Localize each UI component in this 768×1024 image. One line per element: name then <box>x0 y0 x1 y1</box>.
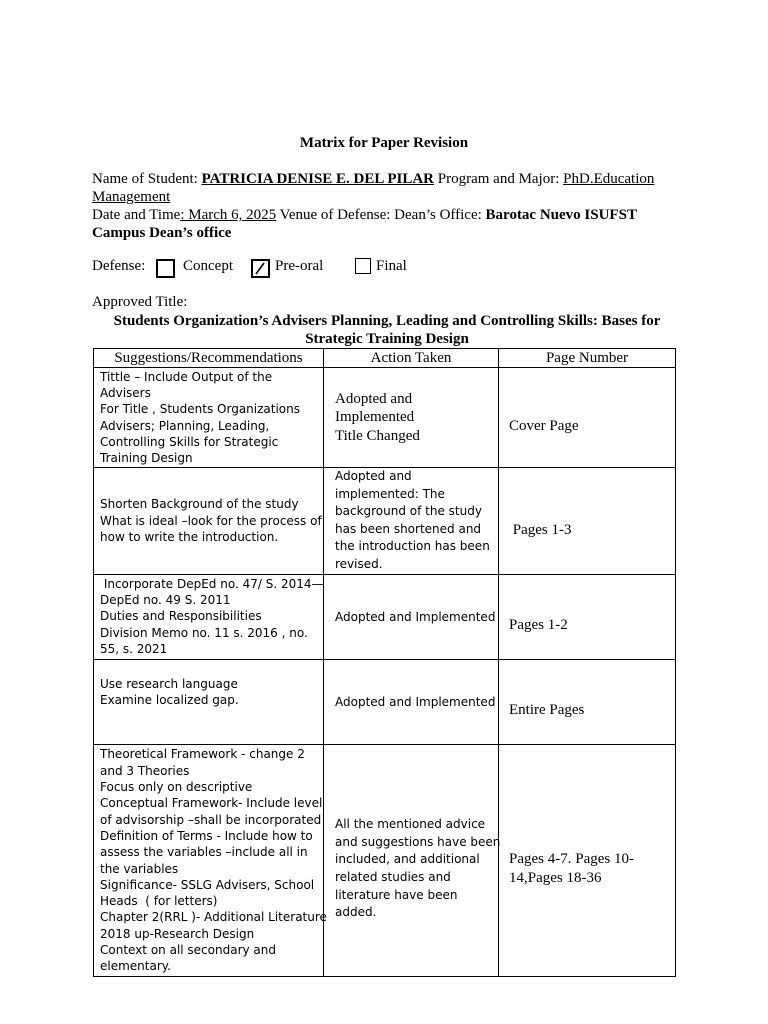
suggestion-line: Controlling Skills for Strategic <box>100 434 279 449</box>
header-page-number: Page Number <box>499 349 676 368</box>
venue-value: Barotac Nuevo ISUFST <box>485 207 637 223</box>
suggestion-line: DepEd no. 49 S. 2011 <box>100 593 231 608</box>
student-label: Name of Student: <box>92 171 202 187</box>
page-cell: Cover Page <box>499 368 676 468</box>
suggestion-line: Shorten Background of the study <box>100 497 299 512</box>
program-value-cont: Management <box>92 189 171 205</box>
action-line: and suggestions have been <box>335 834 501 849</box>
action-cell <box>324 744 499 976</box>
approved-title-line-2: Strategic Training Design <box>305 331 469 347</box>
suggestion-line: 55, s. 2021 <box>100 642 168 656</box>
suggestion-line: Use research language <box>100 676 238 691</box>
document-title: Matrix for Paper Revision <box>299 135 469 151</box>
page-cell <box>499 744 676 976</box>
suggestion-line: Division Memo no. 11 s. 2016 , no. <box>100 625 308 640</box>
suggestion-line: Chapter 2(RRL )- Additional Literature <box>100 910 327 925</box>
suggestion-line: Heads ( for letters) <box>100 894 218 909</box>
table-row <box>94 659 676 744</box>
action-line: added. <box>335 905 377 920</box>
table-row <box>94 468 676 575</box>
action-line: Adopted and <box>335 390 413 407</box>
date-venue-line <box>92 206 682 224</box>
suggestion-line: 2018 up-Research Design <box>100 926 255 941</box>
approved-title <box>92 312 682 348</box>
table-row <box>94 574 676 659</box>
suggestion-line: For Title , Students Organizations <box>100 402 300 417</box>
suggestion-line: Conceptual Framework- Include level <box>100 796 323 811</box>
action-cell <box>324 574 499 659</box>
suggestion-line: of advisorship –shall be incorporated <box>100 812 322 827</box>
suggestion-line: Definition of Terms - Include how to <box>100 828 313 843</box>
action-line: Adopted and Implemented <box>335 694 496 709</box>
suggestion-line: the variables <box>100 861 179 876</box>
check-mark-icon <box>253 261 268 276</box>
date-value: : March 6, 2025 <box>180 207 277 223</box>
page-cell: Pages 1-2 <box>499 574 676 659</box>
action-line: the introduction has been <box>335 539 490 554</box>
student-name: PATRICIA DENISE E. DEL PILAR <box>201 171 434 187</box>
action-line: has been shortened and <box>335 521 482 536</box>
action-line: Adopted and <box>335 469 412 483</box>
suggestion-line: Context on all secondary and <box>100 943 276 958</box>
action-line: Implemented <box>335 409 415 426</box>
table-row <box>94 368 676 468</box>
suggestion-line: Focus only on descriptive <box>100 780 253 795</box>
action-line: related studies and <box>335 870 451 885</box>
defense-type-row <box>92 258 692 280</box>
suggestion-line: Significance- SSLG Advisers, School <box>100 877 315 892</box>
revision-matrix-table <box>93 348 676 977</box>
approved-title-line-1: Students Organization’s Advisers Planning, Leading and Controlling Skills: Bases for <box>113 313 661 329</box>
table-header-row <box>94 349 676 368</box>
suggestion-cell <box>94 468 324 575</box>
defense-label: Defense: <box>92 258 146 274</box>
action-line: Adopted and Implemented <box>335 609 496 624</box>
final-label: Final <box>376 258 407 274</box>
pre-oral-checkbox[interactable] <box>251 259 270 278</box>
suggestion-line: Examine localized gap. <box>100 692 239 707</box>
program-line-2 <box>92 188 682 206</box>
header-action-taken: Action Taken <box>324 349 499 368</box>
suggestion-line: elementary. <box>100 959 171 974</box>
date-label: Date and Time <box>92 207 181 223</box>
suggestion-line: Training Design <box>100 451 193 466</box>
action-line: literature have been <box>335 887 458 902</box>
concept-checkbox[interactable] <box>156 259 175 278</box>
action-cell <box>324 368 499 468</box>
suggestion-line: and 3 Theories <box>100 763 190 778</box>
venue-line-2: Campus Dean’s office <box>92 225 232 241</box>
venue-label: Venue of Defense: Dean’s Office: <box>276 207 486 223</box>
program-value: PhD.Education <box>563 171 655 187</box>
suggestion-cell <box>94 574 324 659</box>
action-cell <box>324 659 499 744</box>
action-line: included, and additional <box>335 852 480 867</box>
page-line: 14,Pages 18-36 <box>509 869 602 886</box>
action-line: Title Changed <box>335 427 420 444</box>
suggestion-line: Tittle – Include Output of the <box>100 369 273 384</box>
page-cell: Pages 1-3 <box>499 468 676 575</box>
suggestion-cell <box>94 368 324 468</box>
suggestion-cell <box>94 659 324 744</box>
header-suggestions: Suggestions/Recommendations <box>94 349 324 368</box>
suggestion-line: Advisers; Planning, Leading, <box>100 418 270 433</box>
suggestion-line: assess the variables –include all in <box>100 845 308 860</box>
suggestion-cell <box>94 744 327 976</box>
student-line <box>92 170 682 188</box>
page-line: Pages 4-7. Pages 10- <box>509 851 634 868</box>
suggestion-line: Theoretical Framework - change 2 <box>100 747 305 762</box>
page-cell: Entire Pages <box>499 659 676 744</box>
pre-oral-label: Pre-oral <box>275 258 324 274</box>
program-label: Program and Major: <box>434 171 564 187</box>
suggestion-line: What is ideal –look for the process of <box>100 513 322 528</box>
action-line: All the mentioned advice <box>335 817 486 832</box>
final-checkbox[interactable] <box>355 258 371 274</box>
suggestion-line: Incorporate DepEd no. 47/ S. 2014— <box>100 576 324 591</box>
action-line: background of the study <box>335 504 482 519</box>
approved-title-label: Approved Title: <box>92 294 188 310</box>
table-row <box>94 744 676 976</box>
concept-label: Concept <box>183 258 233 274</box>
action-line: implemented: The <box>335 486 445 501</box>
action-cell <box>324 468 499 575</box>
suggestion-line: how to write the introduction. <box>100 529 279 544</box>
suggestion-line: Advisers <box>100 385 151 400</box>
action-line: revised. <box>335 556 383 571</box>
suggestion-line: Duties and Responsibilities <box>100 609 262 624</box>
